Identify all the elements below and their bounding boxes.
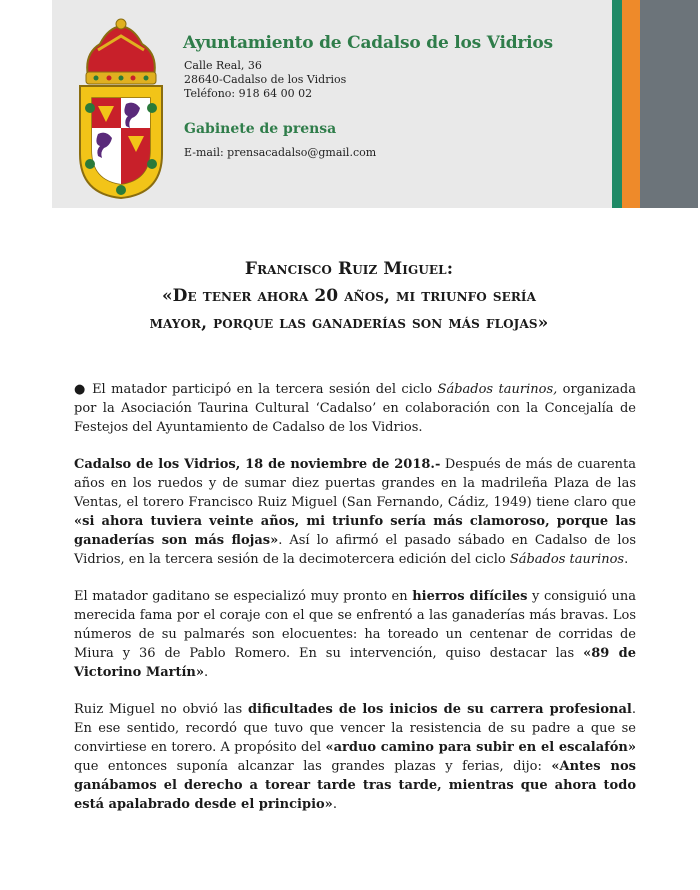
bold-run: hierros difíciles bbox=[412, 589, 528, 604]
text-run: . En ese sentido, recordó que tuvo que vencer la resistencia de su padre a que se convirtiese en torero. A propósito del bbox=[74, 702, 636, 755]
title-line-1: Francisco Ruiz Miguel: bbox=[244, 259, 454, 279]
text-run: Después de más de cuarenta años en los ruedos y de sumar diez puertas grandes en la madrileña Plaza de las Ventas, el torero Francisco Ruiz Miguel (San Fernando, Cádiz, 1949) tiene claro que bbox=[74, 457, 636, 510]
address-street: Calle Real, 36 bbox=[184, 59, 262, 72]
dateline: Cadalso de los Vidrios, 18 de noviembre de 2018.- bbox=[74, 457, 441, 472]
address-city: 28640-Cadalso de los Vidrios bbox=[184, 73, 347, 86]
stripe-green bbox=[612, 0, 622, 208]
text-run: . bbox=[204, 665, 209, 680]
title-line-2: «De tener ahora 20 años, mi triunfo sería bbox=[161, 286, 537, 306]
press-office-label: Gabinete de prensa bbox=[184, 121, 337, 137]
text-run: Ruiz Miguel no obvió las bbox=[74, 702, 248, 717]
summary-paragraph bbox=[74, 380, 636, 437]
text-run: . bbox=[624, 552, 629, 567]
bold-quote: «arduo camino para subir en el escalafón» bbox=[325, 740, 636, 755]
bold-quote: «89 de Victorino Martín» bbox=[74, 646, 636, 680]
text-run: y consiguió una merecida fama por el coraje con el que se enfrentó a las ganaderías más bravas. Los números de su palmarés son elocuentes: ha toreado un centenar de corridas de Miura y 36 de Pablo Romero. En su intervención, quiso destacar las bbox=[74, 589, 636, 661]
bold-quote: «Antes nos ganábamos el derecho a torear tarde tras tarde, mientras que ahora todo está apalabrado desde el principio» bbox=[74, 759, 636, 812]
press-release-title bbox=[60, 256, 638, 337]
text-run: El matador gaditano se especializó muy pronto en bbox=[74, 589, 413, 604]
text-run: . bbox=[332, 797, 337, 812]
coat-of-arms-icon bbox=[76, 14, 166, 200]
stripe-gray bbox=[640, 0, 698, 208]
lead-paragraph bbox=[74, 455, 636, 569]
text-run: organizada por la Asociación Taurina Cultural ‘Cadalso’ en colaboración con la Concejalía de Festejos del Ayuntamiento de Cadalso de los Vidrios. bbox=[74, 382, 636, 435]
phone-number: Teléfono: 918 64 00 02 bbox=[184, 87, 313, 100]
bold-quote: «si ahora tuviera veinte años, mi triunfo sería más clamoroso, porque las ganaderías son más flojas» bbox=[74, 514, 636, 548]
body-paragraph-3 bbox=[74, 700, 636, 814]
title-line-3: mayor, porque las ganaderías son más flojas» bbox=[149, 313, 549, 333]
organization-name: Ayuntamiento de Cadalso de los Vidrios bbox=[183, 33, 553, 53]
address-block bbox=[184, 59, 346, 101]
article-body bbox=[74, 380, 636, 832]
italic-run: Sábados taurinos bbox=[509, 552, 625, 567]
italic-run: Sábados taurinos, bbox=[437, 382, 558, 397]
stripe-orange bbox=[622, 0, 640, 208]
text-run: ● El matador participó en la tercera sesión del ciclo bbox=[74, 382, 438, 397]
contact-email: E-mail: prensacadalso@gmail.com bbox=[184, 146, 377, 159]
text-run: que entonces suponía alcanzar las grandes plazas y ferias, dijo: bbox=[74, 759, 552, 774]
bold-run: dificultades de los inicios de su carrera profesional bbox=[247, 702, 632, 717]
body-paragraph-2 bbox=[74, 587, 636, 682]
text-run: . Así lo afirmó el pasado sábado en Cadalso de los Vidrios, en la tercera sesión de la decimotercera edición del ciclo bbox=[74, 533, 636, 567]
